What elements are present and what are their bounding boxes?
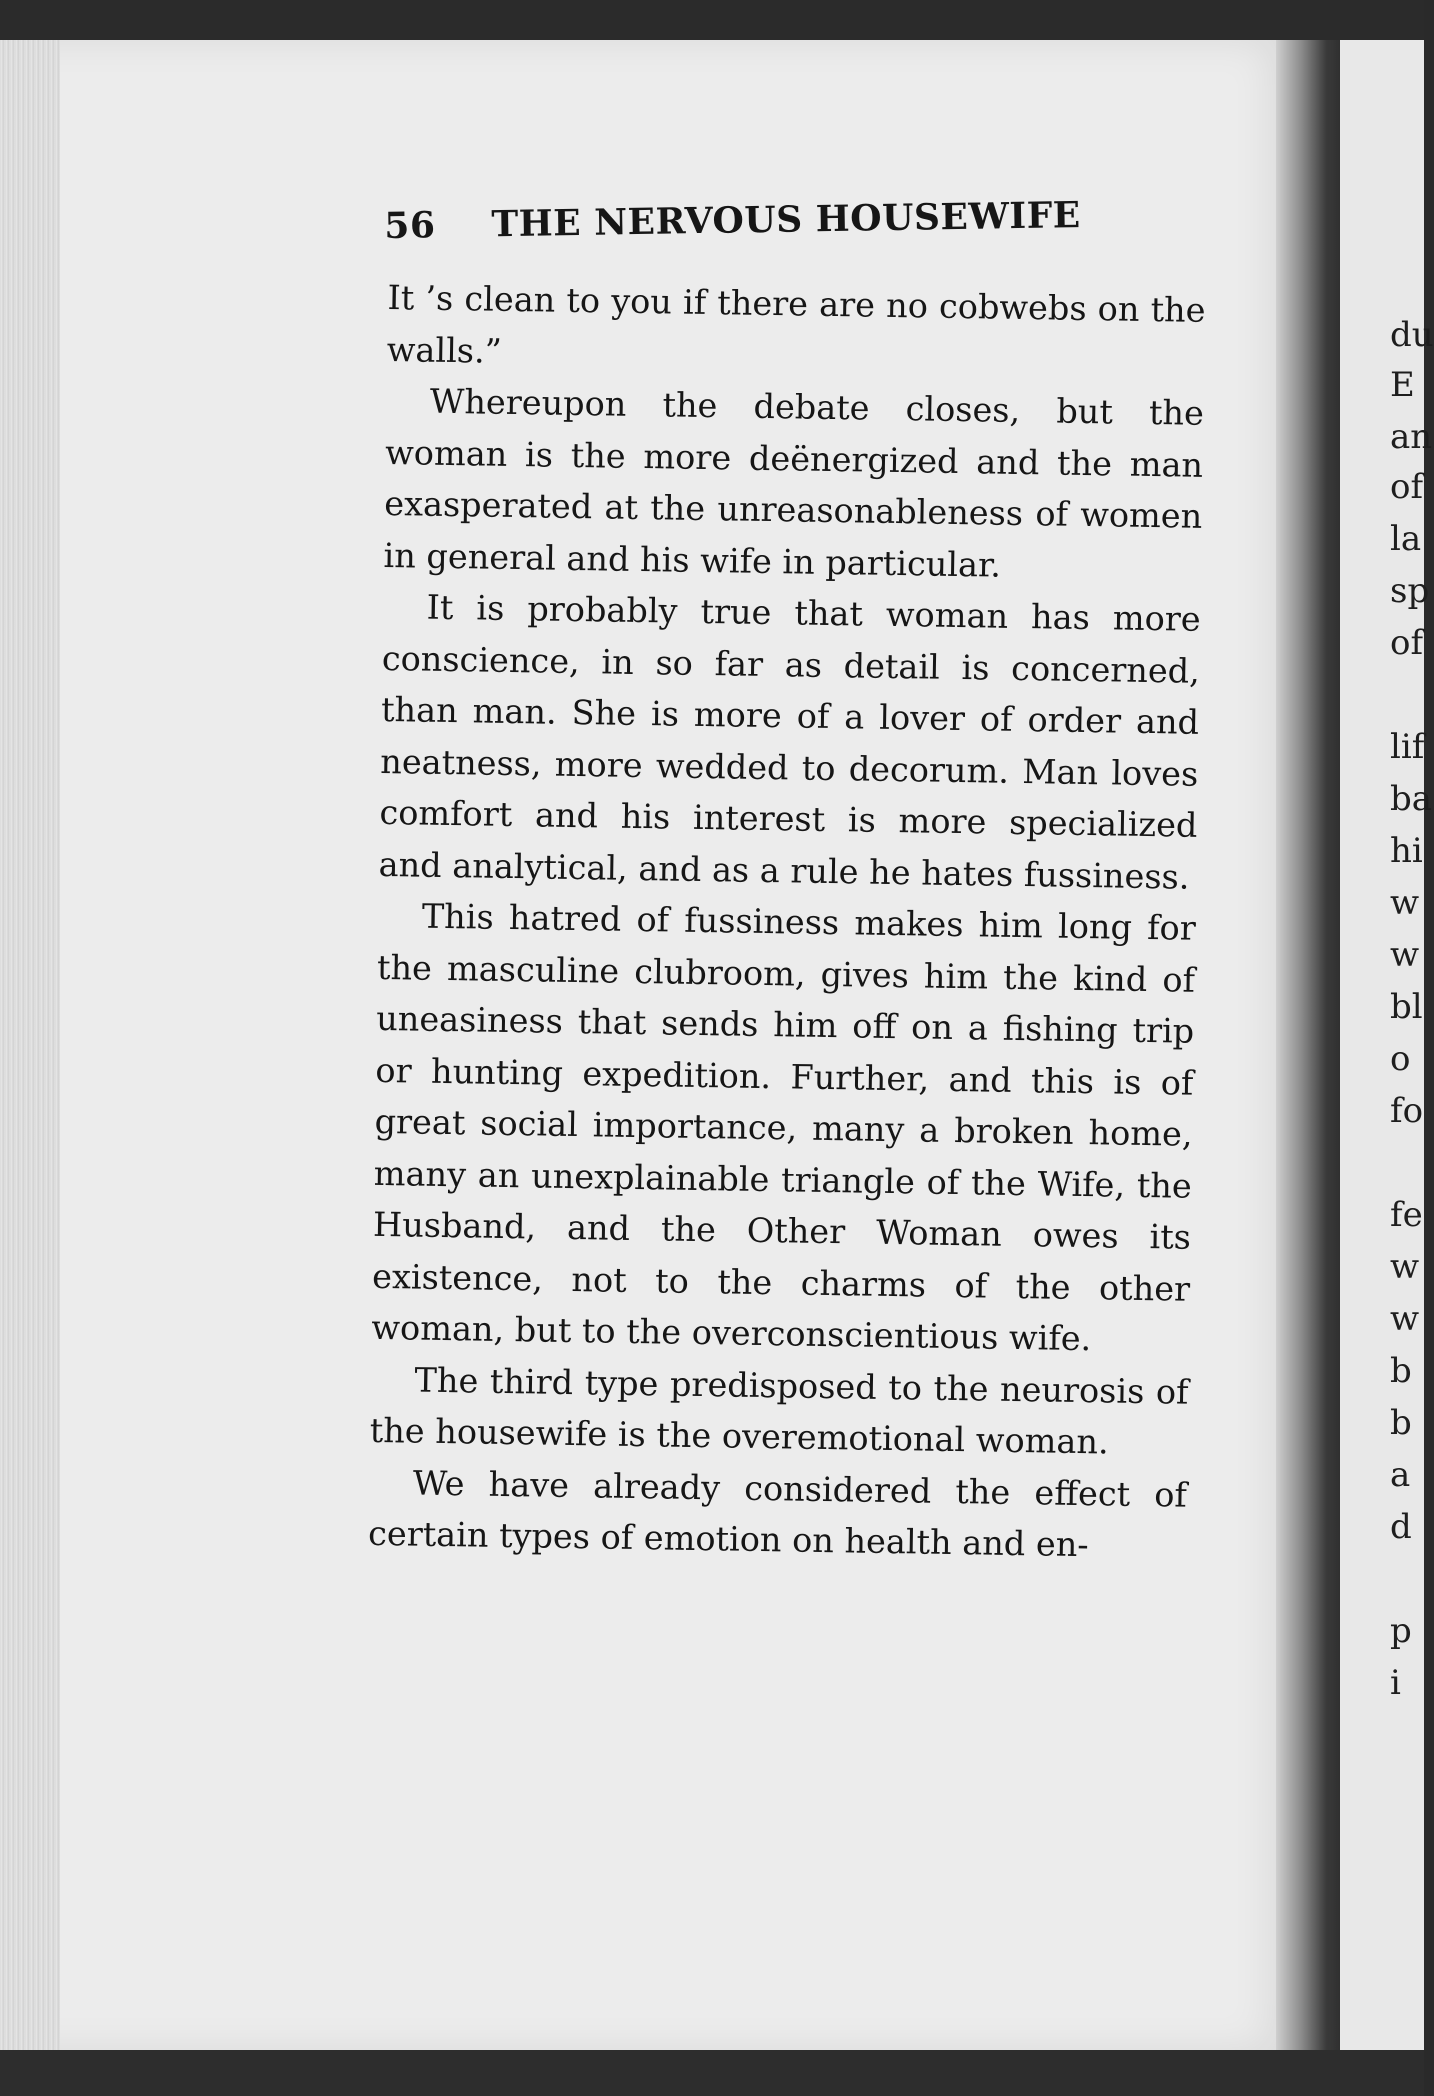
facing-line: hi bbox=[1390, 831, 1423, 871]
facing-line: d bbox=[1390, 1507, 1412, 1547]
facing-line: sp bbox=[1390, 571, 1430, 611]
facing-line: i bbox=[1390, 1663, 1401, 1703]
book-page-right bbox=[1340, 40, 1434, 2050]
facing-line: b bbox=[1390, 1403, 1412, 1443]
paragraph: It is probably true that woman has more conscience, in so far as detail is concerned, than man. She is more of a lover of order and neatness, more wedded to decorum. Man loves comfort and his interest is more specialized and analytical, and as a rule he hates fussiness. bbox=[378, 587, 1201, 897]
page-stack-edge bbox=[0, 40, 60, 2050]
running-title: THE NERVOUS HOUSEWIFE bbox=[491, 194, 1081, 246]
facing-line: la bbox=[1390, 519, 1422, 559]
facing-line: lif bbox=[1390, 727, 1425, 767]
paragraph: The third type predisposed to the neurosis of the housewife is the overemotional woman. bbox=[369, 1360, 1189, 1462]
facing-line: of bbox=[1390, 467, 1424, 507]
facing-line: w bbox=[1390, 1299, 1420, 1339]
facing-line: o bbox=[1390, 1039, 1411, 1079]
book-gutter bbox=[1276, 40, 1348, 2050]
scan-frame-top bbox=[0, 0, 1424, 40]
facing-line: b bbox=[1390, 1351, 1412, 1391]
paragraph: We have already considered the effect of certain types of emotion on health and en- bbox=[367, 1463, 1188, 1565]
paragraph: Whereupon the debate closes, but the woman is the more deënergized and the man exasperated at the unreasonableness of women in general and his wife in particular. bbox=[383, 381, 1205, 585]
facing-line: of bbox=[1390, 623, 1424, 663]
facing-line: bl bbox=[1390, 987, 1423, 1027]
facing-line: w bbox=[1390, 935, 1420, 975]
facing-line: du bbox=[1390, 315, 1434, 355]
facing-line: a bbox=[1390, 1455, 1411, 1495]
paragraph: It ’s clean to you if there are no cobwebs on the walls.” bbox=[386, 277, 1206, 371]
facing-line: fo bbox=[1390, 1091, 1424, 1131]
facing-line: ba bbox=[1390, 779, 1433, 819]
facing-line: fe bbox=[1390, 1195, 1423, 1235]
facing-line: E bbox=[1390, 365, 1415, 405]
paragraph: This hatred of fussiness makes him long for the masculine clubroom, gives him the kind of uneasiness that sends him off on a fishing trip or hunting expedition. Further, and this is of great social importance, many a broken home, many an unexplainable triangle of the Wife, the Husband, and the Other Woman owes its existence, not to the charms of the other woman, but to the overconscientious wife. bbox=[371, 896, 1197, 1359]
facing-line: w bbox=[1390, 883, 1420, 923]
facing-line: p bbox=[1390, 1611, 1412, 1651]
scan-frame-bottom bbox=[0, 2050, 1424, 2096]
facing-line: w bbox=[1390, 1247, 1420, 1287]
body-text bbox=[368, 272, 1206, 1572]
facing-line: an bbox=[1390, 417, 1433, 457]
page-number: 56 bbox=[384, 204, 436, 247]
